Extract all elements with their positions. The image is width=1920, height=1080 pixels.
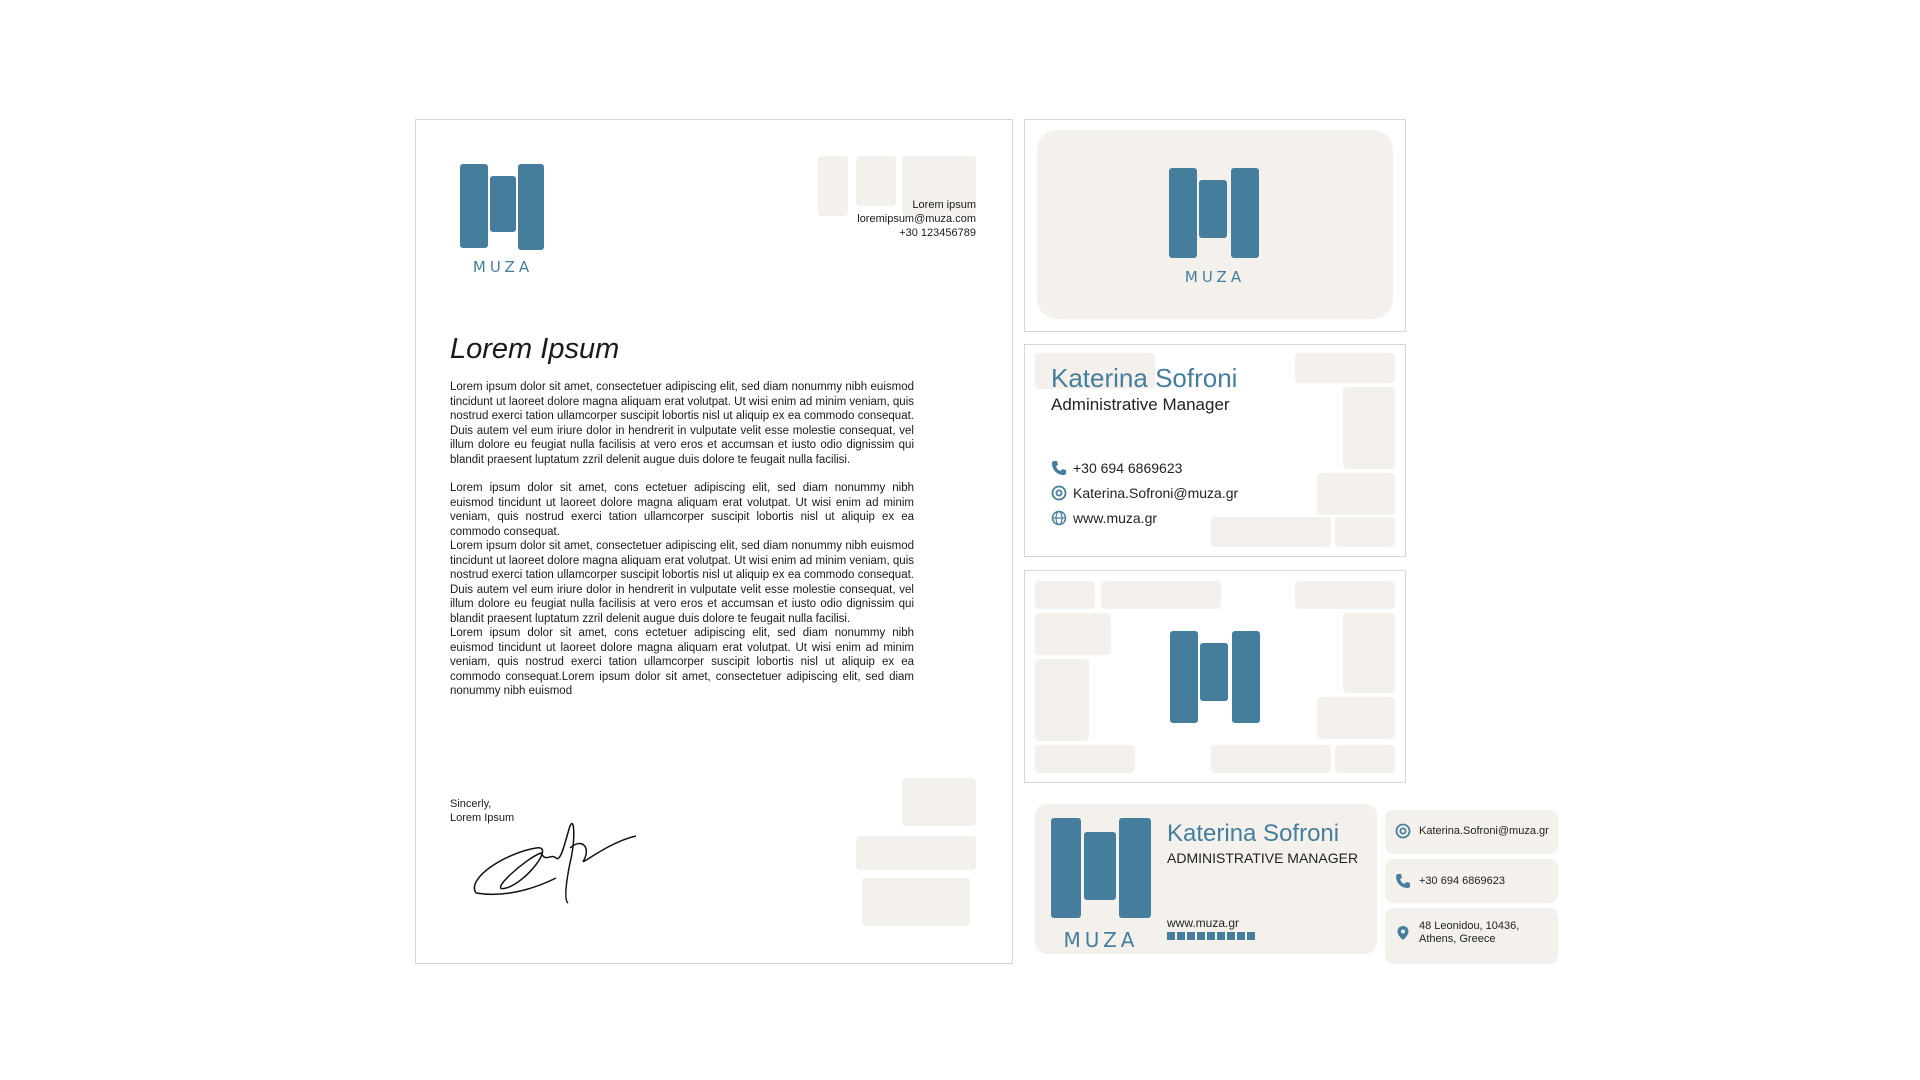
muza-logo bbox=[460, 164, 545, 274]
decor-block bbox=[856, 836, 976, 870]
signature-address-line2: Athens, Greece bbox=[1419, 933, 1496, 945]
card-role: Administrative Manager bbox=[1051, 395, 1230, 414]
card-name: Katerina Sofroni bbox=[1051, 363, 1238, 393]
card-phone-row bbox=[1051, 460, 1182, 476]
signature-email: Katerina.Sofroni@muza.gr bbox=[1419, 825, 1549, 837]
letter-title: Lorem Ipsum bbox=[450, 333, 620, 365]
muza-logo-mark bbox=[1170, 631, 1262, 723]
logo-wordmark: MUZA bbox=[1184, 268, 1246, 286]
decor-squares bbox=[1167, 932, 1255, 940]
card-email: Katerina.Sofroni@muza.gr bbox=[1073, 485, 1239, 501]
muza-logo bbox=[1051, 818, 1151, 950]
handwritten-signature bbox=[466, 808, 636, 908]
business-card-pattern bbox=[1024, 570, 1406, 783]
letterhead-contact bbox=[857, 198, 976, 240]
signature-name: Katerina Sofroni bbox=[1167, 820, 1340, 847]
at-icon bbox=[1395, 823, 1411, 839]
at-icon bbox=[1051, 485, 1067, 501]
contact-name: Lorem ipsum bbox=[912, 199, 976, 211]
signature-address-box bbox=[1385, 908, 1558, 964]
signature-email-box bbox=[1385, 810, 1558, 854]
signature-role: ADMINISTRATIVE MANAGER bbox=[1167, 850, 1359, 866]
decor-block bbox=[818, 156, 848, 216]
location-pin-icon bbox=[1395, 925, 1411, 941]
closing-text: Sincerly, bbox=[450, 798, 492, 810]
decor-block bbox=[902, 778, 976, 826]
card-email-row bbox=[1051, 485, 1238, 501]
phone-icon bbox=[1051, 460, 1067, 476]
signature-website: www.muza.gr bbox=[1167, 916, 1240, 930]
logo-wordmark: MUZA bbox=[1063, 928, 1139, 952]
muza-logo bbox=[1169, 168, 1261, 288]
card-phone: +30 694 6869623 bbox=[1073, 460, 1183, 476]
signature-phone-box bbox=[1385, 859, 1558, 903]
paragraph: Lorem ipsum dolor sit amet, consectetuer adipiscing elit, sed diam nonummy nibh euismod tincidunt ut laoreet dolore magna aliquam erat volutpat. Ut wisi enim ad minim veniam, quis nostrud exerci tation ullamcorper suscipit lobortis nisl ut aliquip ex ea commodo consequat. Duis autem vel eum iriure dolor in hendrerit in vulputate velit esse molestie consequat, vel illum dolore eu feugiat nulla facilisis at vero eros et accumsan et iusto odio dignissim qui blandit praesent luptatum zzril delenit augue duis dolore te feugait nulla facilisi. bbox=[450, 540, 914, 625]
paragraph: Lorem ipsum dolor sit amet, cons ectetuer adipiscing elit, sed diam nonummy nibh euismod tincidunt ut laoreet dolore magna aliquam erat volutpat. Ut wisi enim ad minim veniam, quis nostrud exerci tation ullamcorper suscipit lobortis nisl ut aliquip ex ea commodo consequat.Lorem ipsum dolor sit amet, consectetuer adipiscing elit, sed diam nonummy nibh euismod bbox=[450, 627, 914, 697]
business-card-front bbox=[1024, 119, 1406, 332]
card-website-row bbox=[1051, 510, 1157, 526]
card-website: www.muza.gr bbox=[1073, 510, 1158, 526]
contact-email: loremipsum@muza.com bbox=[857, 213, 976, 225]
letter-body bbox=[450, 380, 914, 699]
signature-address-line1: 48 Leonidou, 10436, bbox=[1419, 920, 1520, 932]
business-card-back bbox=[1024, 344, 1406, 557]
paragraph: Lorem ipsum dolor sit amet, consectetuer adipiscing elit, sed diam nonummy nibh euismod tincidunt ut laoreet dolore magna aliquam erat volutpat. Ut wisi enim ad minim veniam, quis nostrud exerci tation ullamcorper suscipit lobortis nisl ut aliquip ex ea commodo consequat. Duis autem vel eum iriure dolor in hendrerit in vulputate velit esse molestie consequat, vel illum dolore eu feugiat nulla facilisis at vero eros et accumsan et iusto odio dignissim qui blandit praesent luptatum zzril delenit augue duis dolore te feugait nulla facilisi. bbox=[450, 381, 914, 466]
signature-phone: +30 694 6869623 bbox=[1419, 875, 1505, 887]
decor-block bbox=[862, 878, 970, 926]
signer-name: Lorem Ipsum bbox=[450, 812, 515, 824]
paragraph: Lorem ipsum dolor sit amet, cons ectetuer adipiscing elit, sed diam nonummy nibh euismod tincidunt ut laoreet dolore magna aliquam erat volutpat. Ut wisi enim ad minim veniam, quis nostrud exerci tation ullamcorper suscipit lobortis nisl ut aliquip ex ea commodo consequat. bbox=[450, 482, 914, 538]
globe-icon bbox=[1051, 510, 1067, 526]
email-signature bbox=[1035, 804, 1377, 954]
phone-icon bbox=[1395, 873, 1411, 889]
letterhead bbox=[415, 119, 1013, 964]
contact-phone: +30 123456789 bbox=[899, 227, 976, 239]
logo-wordmark: MUZA bbox=[472, 258, 534, 276]
